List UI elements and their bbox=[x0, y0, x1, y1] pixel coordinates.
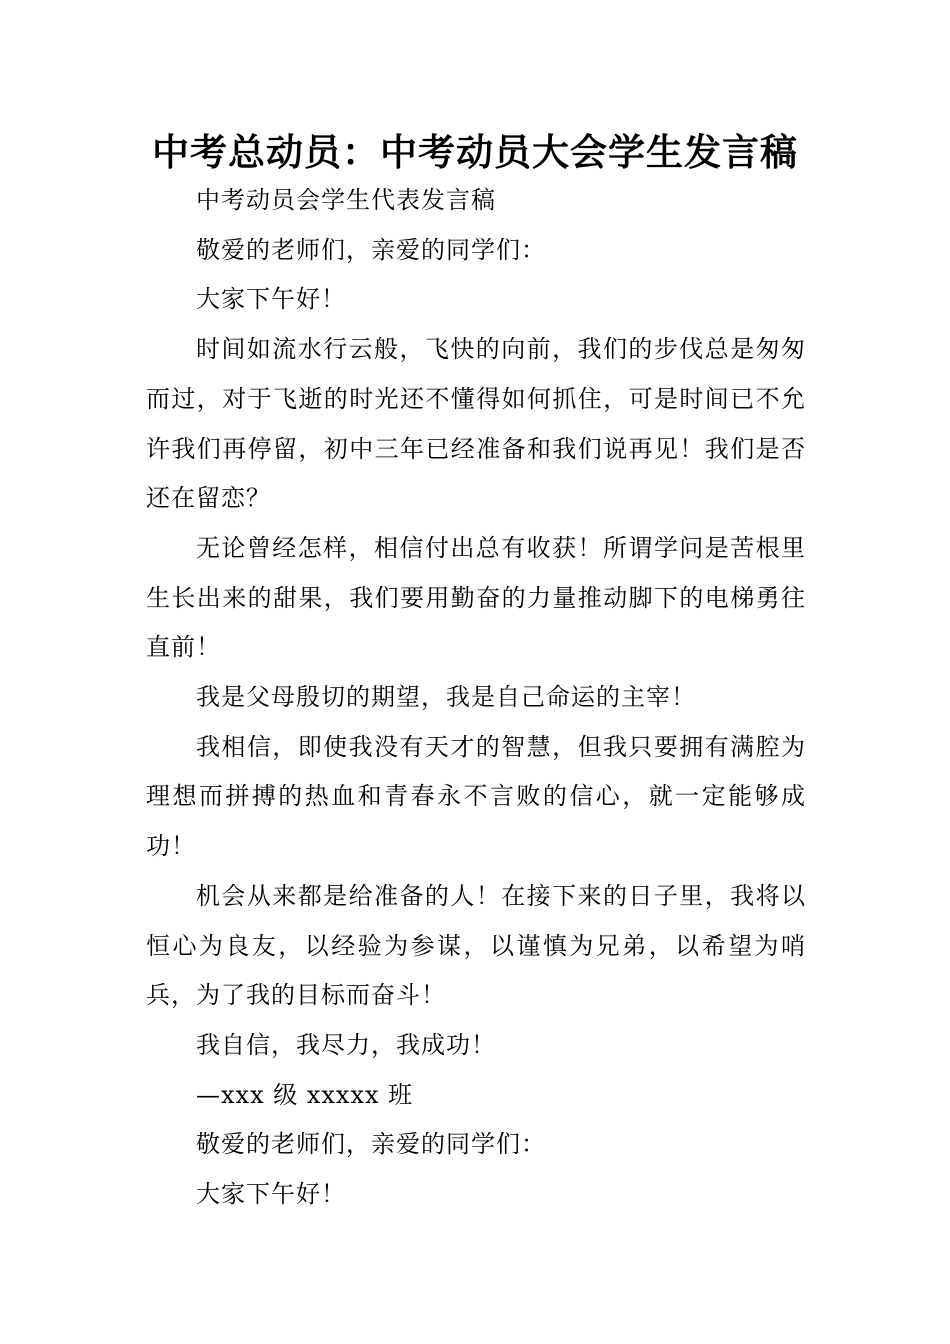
paragraph-salutation-2: 大家下午好！ bbox=[196, 1180, 346, 1209]
paragraph-time: 时间如流水行云般，飞快的向前，我们的步伐总是匆匆而过，对于飞逝的时光还不懂得如何抓住，可是时间已不允许我们再停留，初中三年已经准备和我们说再见！我们是否还在留恋？ bbox=[146, 335, 806, 513]
paragraph-confidence: 我自信，我尽力，我成功！ bbox=[196, 1030, 496, 1059]
paragraph-opportunity: 机会从来都是给准备的人！在接下来的日子里，我将以恒心为良友，以经验为参谋，以谨慎为兄弟，以希望为哨兵，为了我的目标而奋斗！ bbox=[146, 881, 806, 1010]
paragraph-signature: —xxx 级 xxxxx 班 bbox=[196, 1080, 414, 1109]
paragraph-greeting: 敬爱的老师们，亲爱的同学们： bbox=[196, 235, 546, 264]
document-title: 中考总动员：中考动员大会学生发言稿 bbox=[152, 131, 798, 174]
paragraph-effort: 无论曾经怎样，相信付出总有收获！所谓学问是苦根里生长出来的甜果，我们要用勤奋的力量推动脚下的电梯勇往直前！ bbox=[146, 533, 806, 662]
paragraph-salutation: 大家下午好！ bbox=[196, 285, 346, 314]
paragraph-destiny: 我是父母殷切的期望，我是自己命运的主宰！ bbox=[196, 683, 696, 712]
paragraph-greeting-2: 敬爱的老师们，亲爱的同学们： bbox=[196, 1130, 546, 1159]
paragraph-subtitle: 中考动员会学生代表发言稿 bbox=[196, 186, 496, 214]
document-body bbox=[146, 176, 806, 1220]
paragraph-belief: 我相信，即使我没有天才的智慧，但我只要拥有满腔为理想而拼搏的热血和青春永不言败的信心，就一定能够成功！ bbox=[146, 732, 806, 861]
